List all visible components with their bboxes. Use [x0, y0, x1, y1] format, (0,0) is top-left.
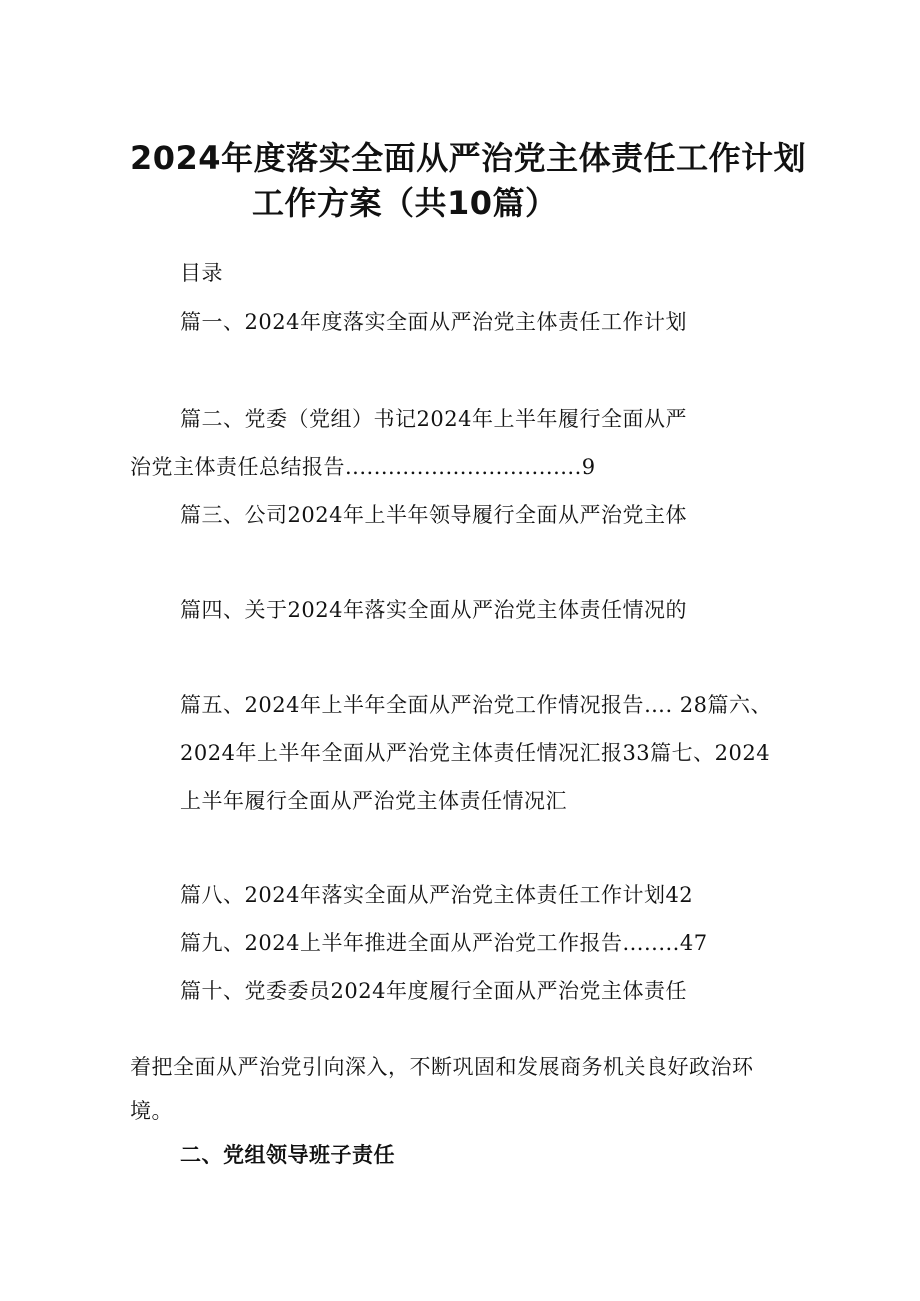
document-title-line-1: 2024年度落实全面从严治党主体责任工作计划 — [130, 139, 807, 177]
toc-entry-9: 篇九、2024上半年推进全面从严治党工作报告........47 — [180, 931, 708, 955]
toc-entry-3: 篇三、公司2024年上半年领导履行全面从严治党主体 — [180, 503, 687, 527]
toc-entry-6-7: 2024年上半年全面从严治党主体责任情况汇报33篇七、2024 — [180, 741, 771, 765]
toc-entry-7-continued: 上半年履行全面从严治党主体责任情况汇 — [180, 789, 567, 813]
document-title-line-2: 工作方案（共10篇） — [252, 184, 558, 222]
body-paragraph-line-2: 境。 — [130, 1099, 173, 1123]
toc-entry-2-continued: 治党主体责任总结报告.................................9 — [130, 455, 596, 479]
toc-entry-2: 篇二、党委（党组）书记2024年上半年履行全面从严 — [180, 407, 687, 431]
toc-entry-1: 篇一、2024年度落实全面从严治党主体责任工作计划 — [180, 310, 687, 334]
toc-entry-5-6: 篇五、2024年上半年全面从严治党工作情况报告…. 28篇六、 — [180, 693, 773, 717]
toc-heading: 目录 — [180, 261, 223, 285]
body-paragraph-line-1: 着把全面从严治党引向深入，不断巩固和发展商务机关良好政治环 — [130, 1055, 754, 1079]
toc-entry-4: 篇四、关于2024年落实全面从严治党主体责任情况的 — [180, 598, 687, 622]
toc-entry-10: 篇十、党委委员2024年度履行全面从严治党主体责任 — [180, 979, 687, 1003]
section-heading: 二、党组领导班子责任 — [180, 1142, 395, 1167]
toc-entry-8: 篇八、2024年落实全面从严治党主体责任工作计划42 — [180, 883, 694, 907]
